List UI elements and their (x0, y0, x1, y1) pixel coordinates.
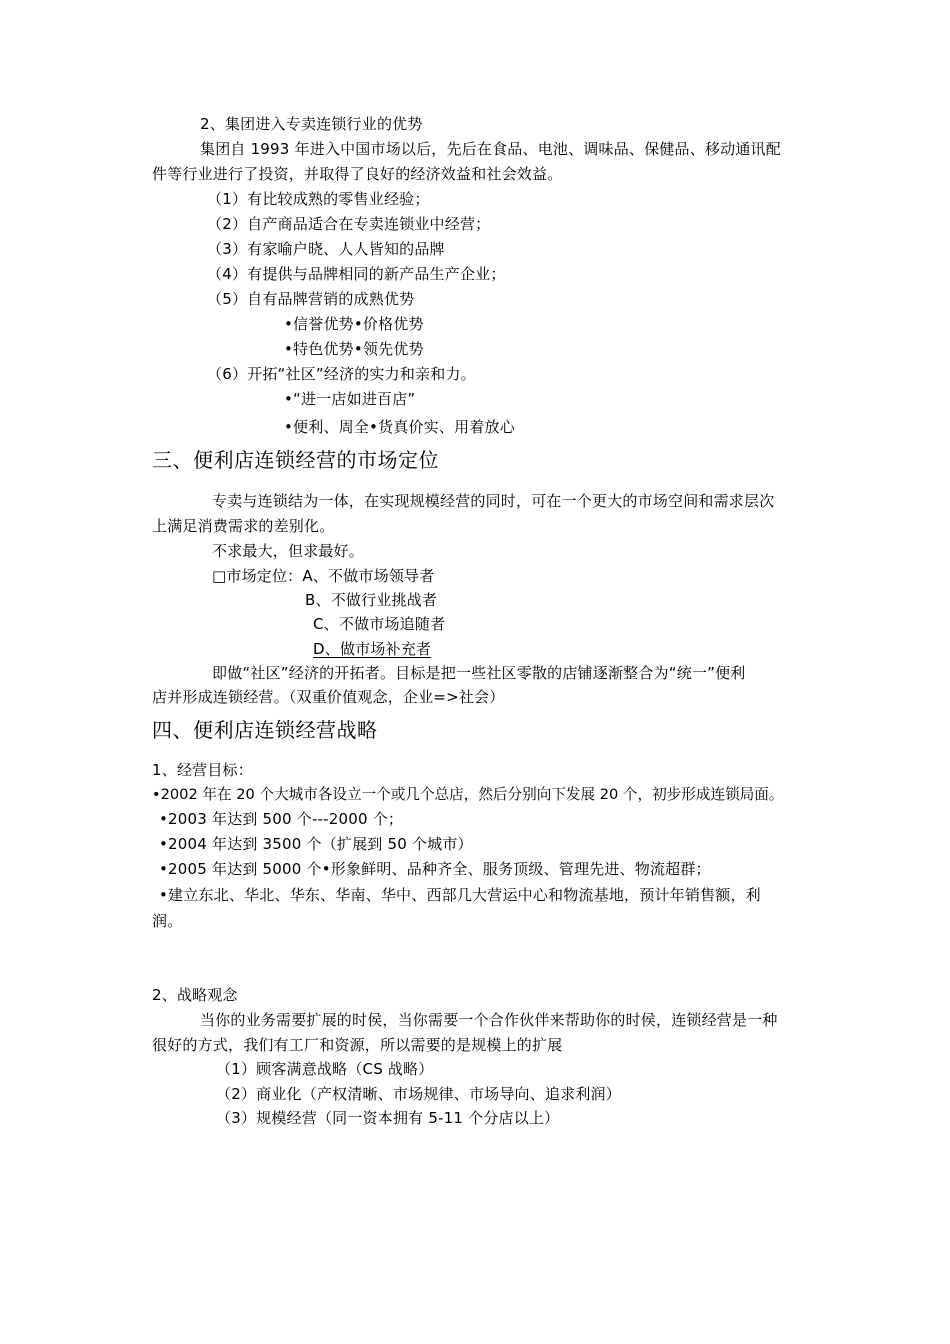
advantage-item-5: （5）自有品牌营销的成熟优势 (207, 290, 415, 308)
advantage-item-3: （3）有家喻户晓、人人皆知的品牌 (207, 240, 445, 258)
strategy-item-2: （2）商业化（产权清晰、市场规律、市场导向、追求利润） (216, 1085, 621, 1103)
section-3-heading: 三、便利店连锁经营的市场定位 (152, 448, 439, 472)
section-3-closing-line-1: 即做“社区”经济的开拓者。目标是把一些社区零散的店铺逐渐整合为“统一”便利 (212, 664, 746, 682)
section-4-heading: 四、便利店连锁经营战略 (152, 718, 378, 742)
positioning-b: B、不做行业挑战者 (305, 591, 438, 609)
section-3-paragraph-line-1: 专卖与连锁结为一体，在实现规模经营的同时，可在一个更大的市场空间和需求层次 (212, 492, 775, 510)
advantage-item-6-sub-2: •便利、周全•货真价实、用着放心 (284, 418, 515, 436)
goal-item-5-line-1: •建立东北、华北、华东、华南、华中、西部几大营运中心和物流基地，预计年销售额，利 (159, 886, 761, 904)
strategy-paragraph-line-1: 当你的业务需要扩展的时侯，当你需要一个合作伙伴来帮助你的时侯，连锁经营是一种 (200, 1011, 778, 1029)
section-3-paragraph-line-2: 上满足消费需求的差别化。 (152, 517, 335, 535)
section-2-title: 2、集团进入专卖连锁行业的优势 (200, 115, 423, 133)
positioning-c: C、不做市场追随者 (313, 615, 446, 633)
goal-item-1: •2002 年在 20 个大城市各设立一个或几个总店，然后分别向下发展 20 个，初步形成连锁局面。 (152, 786, 784, 803)
advantage-item-1: （1）有比较成熟的零售业经验； (207, 190, 430, 208)
strategy-title: 2、战略观念 (152, 986, 238, 1004)
advantage-item-5-sub-2: •特色优势•领先优势 (284, 340, 424, 358)
goal-item-3: •2004 年达到 3500 个（扩展到 50 个城市） (159, 835, 473, 853)
goal-item-5-line-2: 润。 (152, 912, 183, 930)
strategy-item-1: （1）顾客满意战略（CS 战略） (216, 1060, 434, 1078)
strategy-item-3: （3）规模经营（同一资本拥有 5-11 个分店以上） (216, 1109, 560, 1127)
advantage-item-4: （4）有提供与品牌相同的新产品生产企业； (207, 265, 506, 283)
goal-item-4: •2005 年达到 5000 个•形象鲜明、品种齐全、服务顶级、管理先进、物流超群； (159, 860, 711, 878)
advantage-item-6: （6）开拓“社区”经济的实力和亲和力。 (207, 365, 476, 383)
section-2-paragraph-line-1: 集团自 1993 年进入中国市场以后，先后在食品、电池、调味品、保健品、移动通讯配 (200, 140, 781, 158)
section-3-motto: 不求最大，但求最好。 (212, 542, 365, 560)
advantage-item-6-sub-1: •“进一店如进百店” (284, 390, 416, 408)
section-2-paragraph-line-2: 件等行业进行了投资，并取得了良好的经济效益和社会效益。 (152, 165, 563, 183)
advantage-item-5-sub-1: •信誉优势•价格优势 (284, 315, 424, 333)
strategy-paragraph-line-2: 很好的方式，我们有工厂和资源，所以需要的是规模上的扩展 (152, 1036, 563, 1054)
positioning-a: □市场定位：A、不做市场领导者 (212, 567, 435, 585)
positioning-d: D、做市场补充者 (313, 640, 432, 658)
goal-title: 1、经营目标： (152, 761, 253, 779)
section-3-closing-line-2: 店并形成连锁经营。（双重价值观念，企业=>社会） (152, 688, 505, 706)
advantage-item-2: （2）自产商品适合在专卖连锁业中经营； (207, 215, 491, 233)
goal-item-2: •2003 年达到 500 个---2000 个； (159, 810, 404, 828)
